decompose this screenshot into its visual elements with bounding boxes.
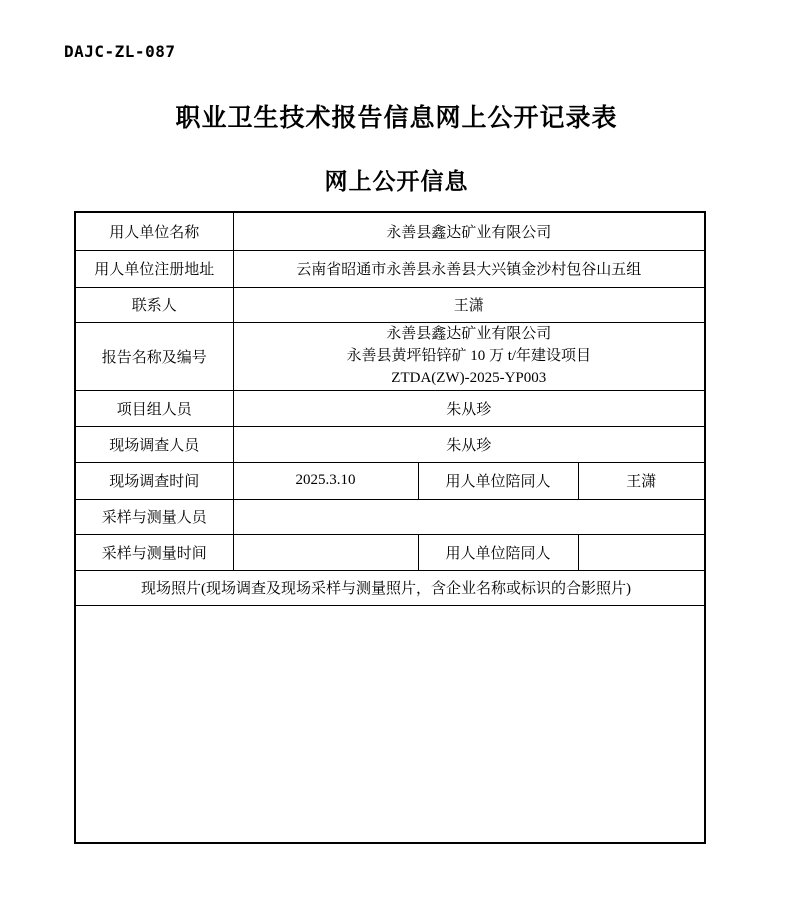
table-row-employer-name [75,212,705,250]
table-row-project-team [75,390,705,426]
report-line-project: 永善县黄坪铅锌矿 10 万 t/年建设项目 [346,348,592,364]
table-row-site-survey-time [75,462,705,499]
row-value-employer-name: 永善县鑫达矿业有限公司 [233,212,705,250]
row-value-report-name-number [233,322,705,390]
row-value-site-survey-time: 2025.3.10 [233,462,418,499]
table-row-contact-person [75,287,705,322]
row-label-site-survey-time: 现场调查时间 [75,462,233,499]
row-label-report-name-number: 报告名称及编号 [75,322,233,390]
report-line-company: 永善县鑫达矿业有限公司 [386,326,552,342]
row-label-registered-address: 用人单位注册地址 [75,250,233,287]
row-label-sampling-personnel: 采样与测量人员 [75,499,233,534]
row-label-sampling-accompanying-person: 用人单位陪同人 [418,534,578,570]
row-value-sampling-time [233,534,418,570]
row-label-employer-name: 用人单位名称 [75,212,233,250]
table-row-sampling-time [75,534,705,570]
row-value-registered-address: 云南省昭通市永善县永善县大兴镇金沙村包谷山五组 [233,250,705,287]
photo-caption-cell [75,570,705,605]
page-subtitle: 网上公开信息 [324,169,469,194]
row-value-sampling-accompanying-person [578,534,705,570]
photo-area-cell [75,605,705,843]
table-row-photo-caption [75,570,705,605]
table-row-registered-address [75,250,705,287]
table-row-report-name-number [75,322,705,390]
page-title: 职业卫生技术报告信息网上公开记录表 [175,105,618,132]
table-row-photo-area [75,605,705,843]
row-value-contact-person: 王潇 [233,287,705,322]
row-value-sampling-personnel [233,499,705,534]
row-label-project-team: 项目组人员 [75,390,233,426]
row-label-contact-person: 联系人 [75,287,233,322]
photo-caption-text: 现场照片(现场调查及现场采样与测量照片，含企业名称或标识的合影照片) [141,581,632,597]
row-value-survey-accompanying-person: 王潇 [578,462,705,499]
table-row-site-survey-personnel [75,426,705,462]
table-row-sampling-personnel [75,499,705,534]
row-label-sampling-time: 采样与测量时间 [75,534,233,570]
record-table [74,211,706,844]
doc-code: DAJC-ZL-087 [64,42,176,61]
row-value-site-survey-personnel: 朱从珍 [233,426,705,462]
report-line-number: ZTDA(ZW)-2025-YP003 [391,370,547,386]
row-value-project-team: 朱从珍 [233,390,705,426]
row-label-site-survey-personnel: 现场调查人员 [75,426,233,462]
row-label-survey-accompanying-person: 用人单位陪同人 [418,462,578,499]
